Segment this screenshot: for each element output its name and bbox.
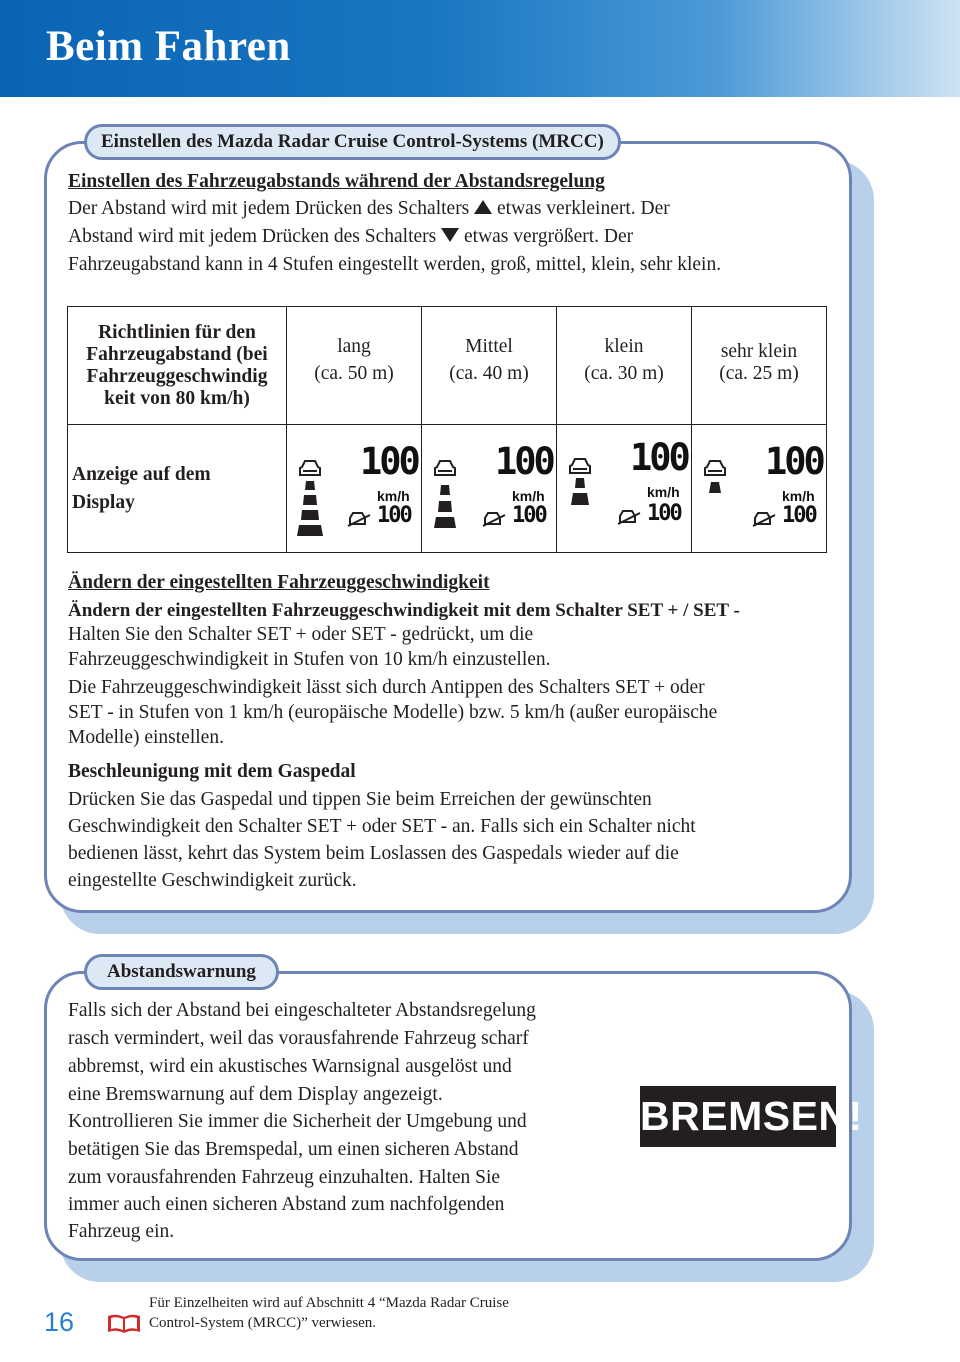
display-speed: 100 (495, 440, 553, 483)
display-set-speed: 100 (782, 503, 816, 528)
section1-subheading3: Beschleunigung mit dem Gaspedal (68, 761, 356, 782)
display-speed: 100 (630, 436, 688, 479)
distance-table (67, 306, 827, 553)
display-set-speed: 100 (647, 501, 681, 526)
table-row2-label: Anzeige auf dem Display (68, 425, 287, 553)
display-cell-lang (287, 425, 422, 553)
lead-car-icon (568, 457, 592, 475)
distance-bars-4-icon (296, 481, 324, 537)
col-lang-header: lang (ca. 50 m) (287, 307, 422, 425)
lead-car-icon (703, 459, 727, 477)
section1-subheading2: Ändern der eingestellten Fahrzeuggeschwindigkeit mit dem Schalter SET + / SET - (68, 600, 740, 621)
lead-car-icon (433, 459, 457, 477)
lead-car-icon (298, 459, 322, 477)
warning-line4: eine Bremswarnung auf dem Display angezeigt. (68, 1084, 443, 1105)
col-mittel-header: Mittel (ca. 40 m) (422, 307, 557, 425)
para3-line2: Geschwindigkeit den Schalter SET + oder SET - an. Falls sich ein Schalter nicht (68, 816, 696, 837)
section2-tab: Abstandswarnung (84, 954, 279, 990)
distance-bars-2-icon (570, 478, 590, 506)
para2a-line1: Halten Sie den Schalter SET + oder SET - gedrückt, um die (68, 624, 534, 645)
warning-line7: zum vorausfahrenden Fahrzeug einzuhalten. Halten Sie (68, 1167, 501, 1188)
para2a-line2: Fahrzeuggeschwindigkeit in Stufen von 10 km/h einzustellen. (68, 649, 551, 670)
para2b-line1: Die Fahrzeuggeschwindigkeit lässt sich durch Antippen des Schalters SET + oder (68, 677, 705, 698)
section1-line1: Der Abstand wird mit jedem Drücken des Schalters etwas verkleinert. Der (68, 198, 670, 219)
brake-warning-display: BREMSEN! (640, 1086, 836, 1147)
warning-line2: rasch vermindert, weil das vorausfahrende Fahrzeug scharf (68, 1028, 529, 1049)
display-cell-mittel (422, 425, 557, 553)
page-title: Beim Fahren (46, 23, 291, 70)
display-set-speed: 100 (377, 503, 411, 528)
para2b-line2: SET - in Stufen von 1 km/h (europäische Modelle) bzw. 5 km/h (außer europäische (68, 702, 718, 723)
para3-line3: bedienen lässt, kehrt das System beim Loslassen des Gaspedals wieder auf die (68, 843, 679, 864)
distance-bars-3-icon (433, 485, 457, 529)
set-speed-icon (347, 511, 371, 527)
set-speed-icon (482, 511, 506, 527)
display-unit: km/h (512, 488, 545, 504)
section1-tab: Einstellen des Mazda Radar Cruise Control-Systems (MRCC) (84, 124, 621, 160)
table-row1-label: Richtlinien für den Fahrzeugabstand (bei Fahrzeuggeschwindig keit von 80 km/h) (68, 307, 287, 425)
section1-heading: Einstellen des Fahrzeugabstands während der Abstandsregelung (68, 171, 605, 192)
page-header (0, 0, 960, 97)
display-cell-klein (557, 425, 692, 553)
col-sehrklein-header: sehr klein (ca. 25 m) (692, 307, 827, 425)
display-speed: 100 (360, 440, 418, 483)
warning-line5: Kontrollieren Sie immer die Sicherheit der Umgebung und (68, 1111, 527, 1132)
warning-line3: abbremst, wird ein akustisches Warnsignal ausgelöst und (68, 1056, 512, 1077)
triangle-up-icon (474, 200, 492, 214)
set-speed-icon (752, 511, 776, 527)
section1-line3: Fahrzeugabstand kann in 4 Stufen eingestellt werden, groß, mittel, klein, sehr klein. (68, 254, 722, 275)
distance-bars-1-icon (707, 482, 723, 494)
section1-line2: Abstand wird mit jedem Drücken des Schalters etwas vergrößert. Der (68, 226, 634, 247)
display-cell-sehrklein (692, 425, 827, 553)
display-speed: 100 (765, 440, 823, 483)
warning-line6: betätigen Sie das Bremspedal, um einen sicheren Abstand (68, 1139, 519, 1160)
warning-line8: immer auch einen sicheren Abstand zum nachfolgenden (68, 1194, 505, 1215)
warning-line9: Fahrzeug ein. (68, 1221, 175, 1242)
para2b-line3: Modelle) einstellen. (68, 727, 224, 748)
display-unit: km/h (782, 488, 815, 504)
para3-line4: eingestellte Geschwindigkeit zurück. (68, 870, 357, 891)
display-unit: km/h (647, 484, 680, 500)
reference-note: Für Einzelheiten wird auf Abschnitt 4 “Mazda Radar Cruise Control-System (MRCC)” verwiesen. (149, 1295, 509, 1331)
display-set-speed: 100 (512, 503, 546, 528)
page-number: 16 (44, 1307, 75, 1337)
set-speed-icon (617, 509, 641, 525)
section1-heading2: Ändern der eingestellten Fahrzeuggeschwindigkeit (68, 572, 490, 593)
col-klein-header: klein (ca. 30 m) (557, 307, 692, 425)
book-icon (106, 1313, 142, 1335)
warning-line1: Falls sich der Abstand bei eingeschalteter Abstandsregelung (68, 1000, 536, 1021)
para3-line1: Drücken Sie das Gaspedal und tippen Sie beim Erreichen der gewünschten (68, 789, 652, 810)
triangle-down-icon (441, 228, 459, 242)
display-unit: km/h (377, 488, 410, 504)
